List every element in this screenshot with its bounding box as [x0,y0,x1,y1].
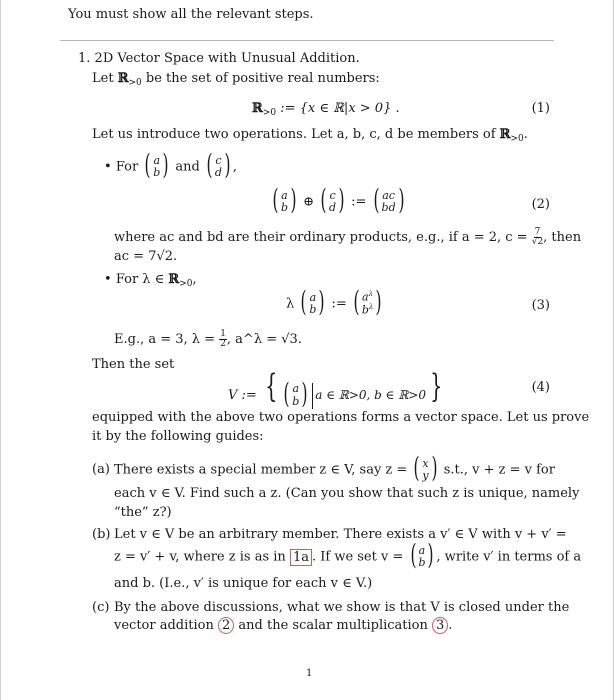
reference-link-eq2[interactable]: 2 [218,617,234,634]
header-divider [60,40,554,41]
part-a-line-3: “the” z?) [114,505,172,520]
problem-title: 2D Vector Space with Unusual Addition. [94,51,360,66]
half-numerator: 1 [220,329,226,339]
bullet-dot: • [104,159,112,175]
such-that-bar [312,383,313,409]
operations-intro-text: Let us introduce two operations. Let a, b, c, d be members of [92,127,500,142]
bullet-dot: • [104,272,112,287]
products-line-1 [114,228,581,247]
part-b-line-2 [114,538,582,571]
header-note: You must show all the relevant steps. [68,7,314,22]
fraction-7-over-root2 [532,228,543,247]
reals-symbol: ℝ [499,127,511,142]
scalar-definition [286,285,384,318]
part-b-line-3: and b. (I.e., v′ is unique for each v ∈ V.) [114,576,373,591]
example-end: , a^λ = √3. [226,332,302,347]
definition-symbol: := [351,194,367,210]
equipped-line-1: equipped with the above two operations forms a vector space. Let us prove [92,410,590,425]
reference-link-1a[interactable]: 1a [290,549,312,566]
reals-symbol: ℝ [117,71,129,86]
vector-ac-bd: ( ac bd ) [373,183,405,216]
part-b-label: (b) [92,527,111,542]
V-definition-symbol: V := [228,388,257,403]
part-a-line-1 [114,451,555,484]
page-number: 1 [306,668,313,679]
operations-intro: Let us introduce two operations. Let a, b, c, d be members of ℝ$_{>0}$. [92,127,528,144]
set-definition [252,101,400,117]
definition-symbol: := [331,296,347,312]
addition-definition [270,183,407,216]
bullet-scalar-multiplication: • For λ ∈ ℝ$_{>0}$, [104,272,197,289]
lambda-symbol: λ [286,296,295,312]
then-set-text: Then the set [92,357,175,372]
bullet1-and-text: and [175,159,200,175]
part-b-text-start: z = v′ + v, where z is as in [114,549,286,565]
set-definition-body: := {x ∈ ℝ|x > 0} . [280,101,400,116]
V-condition: a ∈ ℝ>0, b ∈ ℝ>0 [315,388,427,402]
fraction-denominator: √2 [531,237,544,247]
products-then: , then [543,230,582,245]
vector-ab: ( a b ) [409,538,434,571]
reals-subscript: >0 [179,279,193,289]
vector-a-lambda-b-lambda: ( $a^\lambda$ $b^\lambda$ ) [353,285,382,318]
problem-number: 1. [78,51,91,66]
part-b-text-end: , write v′ in terms of a [436,549,582,565]
part-c-line-1: By the above discussions, what we show is that V is closed under the [114,600,570,615]
equation-number-4: (4) [531,380,550,395]
bullet1-for-text: For [115,159,139,175]
equation-number-3: (3) [531,298,550,313]
vector-ab: ( a b ) [300,285,325,318]
example-text: E.g., a = 3, λ = [114,332,220,347]
left-brace: { [265,367,278,405]
part-a-line-2: each v ∈ V. Find such a z. (Can you show that such z is unique, namely [114,486,580,501]
vector-ab: ( a b ) [283,376,308,410]
part-c-text-end: . [448,618,453,633]
bullet-vector-addition: • For ( a b ) and ( c d ) , [104,148,238,181]
reals-subscript: >0 [510,134,524,144]
part-c-line-2 [114,618,452,634]
products-line-2: ac = 7√2. [114,249,178,264]
vector-ab: ( a b ) [272,183,297,216]
intro-text-a: Let [92,71,118,86]
equation-number-2: (2) [531,197,550,212]
part-a-label: (a) [92,462,110,477]
part-a-text-start: There exists a special member z ∈ V, say z = [114,462,408,478]
example-line [114,330,302,349]
half-denominator: 2 [220,339,226,349]
reals-subscript: >0 [128,78,142,88]
left-page-edge [0,0,1,700]
products-text: where ac and bd are their ordinary products, e.g., if a = 2, c = [114,230,532,245]
part-b-text-mid: . If we set v = [311,549,404,565]
reals-symbol: ℝ [252,101,263,116]
reals-symbol: ℝ [168,272,180,287]
right-brace: } [430,367,443,405]
reals-subscript: >0 [262,108,277,118]
intro-line [92,71,380,87]
set-V-definition [228,367,446,410]
equipped-line-2: it by the following guides: [92,429,264,444]
part-c-text-start: vector addition [114,618,214,633]
intro-text-b: be the set of positive real numbers: [141,71,380,86]
problem-heading [78,51,360,67]
part-a-text-end: s.t., v + z = v for [443,462,555,478]
bullet2-for-text: For λ ∈ [115,272,169,287]
fraction-numerator: 7 [534,227,541,237]
equation-number-1: (1) [531,101,550,116]
vector-ab: ( a b ) [144,148,169,181]
fraction-one-half [219,330,227,349]
oplus-symbol: ⊕ [303,194,314,210]
part-c-label: (c) [92,600,110,615]
vector-cd: ( c d ) [320,183,345,216]
reference-link-eq3[interactable]: 3 [432,617,448,634]
part-c-text-mid: and the scalar multiplication [238,618,428,633]
part-b-line-1: Let v ∈ V be an arbitrary member. There exists a v′ ∈ V with v + v′ = [114,527,567,542]
vector-xy: ( x y ) [413,451,438,484]
vector-cd: ( c d ) [206,148,231,181]
